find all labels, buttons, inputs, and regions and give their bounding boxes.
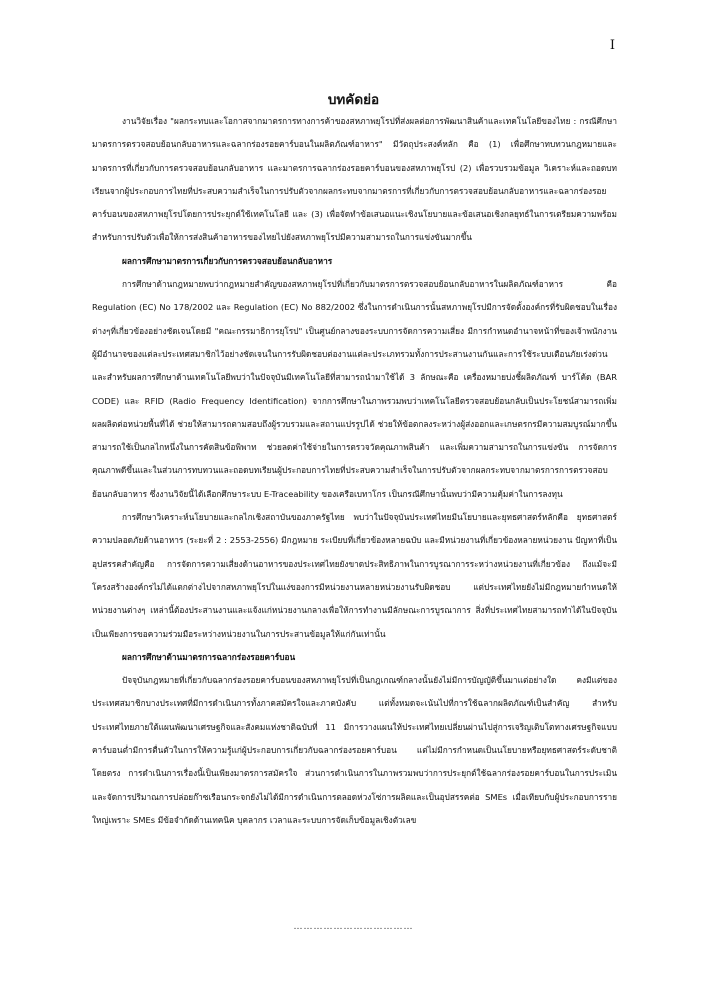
section-heading-traceability: ผลการศึกษามาตรการเกี่ยวกับการตรวจสอบย้อนกลับอาหาร: [122, 255, 333, 266]
carbon-footprint-paragraph: ปัจจุบันกฎหมายที่เกี่ยวกับฉลากร่องรอยคาร์บอนของสหภาพยุโรปที่เป็นกฎเกณฑ์กลางนั้นยังไม่มีการบัญญัติขึ้นมาแต่อย่างใด คงมีแต่ของประเทศสมาชิกบางประเทศที่มีการดำเนินการทั้งภาคสมัครใจและภาคบังคับ แต่ทั้งหมดจะเน้นไปที่การใช้ฉลากผลิตภัณฑ์เป็นสำคัญ สำหรับประเทศไทยภายใต้แผนพัฒนาเศรษฐกิจและสังคมแห่งชาติฉบับที่ 11 มีการวางแผนให้ประเทศไทยเปลี่ยนผ่านไปสู่การเจริญเติบโตทางเศรษฐกิจแบบคาร์บอนต่ำมีการตื่นตัวในการให้ความรู้แก่ผู้ประกอบการเกี่ยวกับฉลากร่องรอยคาร์บอน แต่ไม่มีการกำหนดเป็นนโยบายหรือยุทธศาสตร์ระดับชาติโดยตรง การดำเนินการเรื่องนี้เป็นเพียงมาตรการสมัครใจ ส่วนการดำเนินการในภาพรวมพบว่าการประยุกต์ใช้ฉลากร่องรอยคาร์บอนในการประเมินและจัดการปริมาณการปล่อยก๊าซเรือนกระจกยังไม่ได้มีการดำเนินการตลอดห่วงโซ่การผลิตและเป็นอุปสรรคต่อ SMEs เมื่อเทียบกับผู้ประกอบการรายใหญ่เพราะ SMEs มีข้อจำกัดด้านเทคนิค บุคลากร เวลาและระบบการจัดเก็บข้อมูลเชิงตัวเลข: [92, 675, 617, 825]
section-heading-carbon-footprint: ผลการศึกษาด้านมาตรการฉลากร่องรอยคาร์บอน: [122, 651, 296, 662]
traceability-paragraph-2: การศึกษาวิเคราะห์นโยบายและกลไกเชิงสถาบันของภาครัฐไทย พบว่าในปัจจุบันประเทศไทยมีนโยบายและยุทธศาสตร์หลักคือ ยุทธศาสตร์ความปลอดภัยด้านอาหาร (ระยะที่ 2 : 2553-2556) มีกฎหมาย ระเบียบที่เกี่ยวข้องหลายฉบับ และมีหน่วยงานที่เกี่ยวข้องหลายหน่วยงาน ปัญหาที่เป็นอุปสรรคสำคัญคือ การจัดการความเสี่ยงด้านอาหารของประเทศไทยยังขาดประสิทธิภาพในการบูรณาการระหว่างหน่วยงานที่เกี่ยวข้อง ถึงแม้จะมีโครงสร้างองค์กรไม่ได้แตกต่างไปจากสหภาพยุโรปในแง่ของการมีหน่วยงานหลายหน่วยงานรับผิดชอบ แต่ประเทศไทยยังไม่มีกฎหมายกำหนดให้หน่วยงานต่างๆ เหล่านี้ต้องประสานงานและแจ้งแก่หน่วยงานกลางเพื่อให้การทำงานมีลักษณะการบูรณาการ สิ่งที่ประเทศไทยสามารถทำได้ในปัจจุบันเป็นเพียงการขอความร่วมมือระหว่างหน่วยงานในการประสานข้อมูลให้แก่กันเท่านั้น: [92, 512, 617, 639]
document-title: บทคัดย่อ: [327, 92, 380, 108]
page-number: I: [609, 38, 615, 53]
document-body: [92, 110, 617, 832]
end-marker: ………………………………: [293, 922, 414, 932]
intro-paragraph: งานวิจัยเรื่อง "ผลกระทบและโอกาสจากมาตรการทางการค้าของสหภาพยุโรปที่ส่งผลต่อการพัฒนาสินค้าและเทคโนโลยีของไทย : กรณีศึกษามาตรการตรวจสอบย้อนกลับอาหารและฉลากร่องรอยคาร์บอนในผลิตภัณฑ์อาหาร" มีวัตถุประสงค์หลัก คือ (1) เพื่อศึกษาทบทวนกฎหมายและมาตรการที่เกี่ยวกับการตรวจสอบย้อนกลับอาหาร และมาตรการฉลากร่องรอยคาร์บอนของสหภาพยุโรป (2) เพื่อรวบรวมข้อมูล วิเคราะห์และถอดบทเรียนจากผู้ประกอบการไทยที่ประสบความสำเร็จในการปรับตัวจากผลกระทบจากมาตรการที่เกี่ยวกับการตรวจสอบย้อนกลับอาหารและฉลากร่องรอยคาร์บอนของสหภาพยุโรปโดยการประยุกต์ใช้เทคโนโลยี และ (3) เพื่อจัดทำข้อเสนอแนะเชิงนโยบายและข้อเสนอเชิงกลยุทธ์ในการเตรียมความพร้อมสำหรับการปรับตัวเพื่อให้การส่งสินค้าอาหารของไทยไปยังสหภาพยุโรปมีความสามารถในการแข่งขันมากขึ้น: [92, 116, 617, 243]
traceability-paragraph-1: การศึกษาด้านกฎหมายพบว่ากฎหมายสำคัญของสหภาพยุโรปที่เกี่ยวกับมาตรการตรวจสอบย้อนกลับอาหารในผลิตภัณฑ์อาหาร คือ Regulation (EC) No 178/2002 และ Regulation (EC) No 882/2002 ซึ่งในการดำเนินการนั้นสหภาพยุโรปมีการจัดตั้งองค์กรที่รับผิดชอบในเรื่องต่างๆที่เกี่ยวข้องอย่างชัดเจนโดยมี "คณะกรรมาธิการยุโรป" เป็นศูนย์กลางของระบบการจัดการความเสี่ยง มีการกำหนดอำนาจหน้าที่ของเจ้าพนักงานผู้มีอำนาจของแต่ละประเทศสมาชิกไว้อย่างชัดเจนในการรับผิดชอบต่องานแต่ละประเภทรวมทั้งการประสานงานกันและการใช้ระบบเตือนภัยเร่งด่วนและสำหรับผลการศึกษาด้านเทคโนโลยีพบว่าในปัจจุบันมีเทคโนโลยีที่สามารถนำมาใช้ได้ 3 ลักษณะคือ เครื่องหมายบ่งชี้ผลิตภัณฑ์ บาร์โค้ด (BAR CODE) และ RFID (Radio Frequency Identification) จากการศึกษาในภาพรวมพบว่าเทคโนโลยีตรวจสอบย้อนกลับเป็นประโยชน์สามารถเพิ่มผลผลิตต่อหน่วยพื้นที่ได้ ช่วยให้สามารถตามสอบถึงผู้รวบรวมและสถานแปรรูปได้ ช่วยให้ข้อตกลงระหว่างผู้ส่งออกและเกษตรกรมีความสมบูรณ์มากขึ้น สามารถใช้เป็นกลไกหนึ่งในการคัดสินข้อพิพาท ช่วยลดค่าใช้จ่ายในการตรวจวัดคุณภาพสินค้า และเพิ่มความสามารถในการแข่งขัน การจัดการคุณภาพดีขึ้นและในส่วนการทบทวนและถอดบทเรียนผู้ประกอบการไทยที่ประสบความสำเร็จในการปรับตัวจากผลกระทบจากมาตรการการตรวจสอบย้อนกลับอาหาร ซึ่งงานวิจัยนี้ได้เลือกศึกษาระบบ E-Traceability ของเครือเบทาโกร เป็นกรณีศึกษานั้นพบว่ามีความคุ้มค่าในการลงทุน: [92, 279, 617, 499]
